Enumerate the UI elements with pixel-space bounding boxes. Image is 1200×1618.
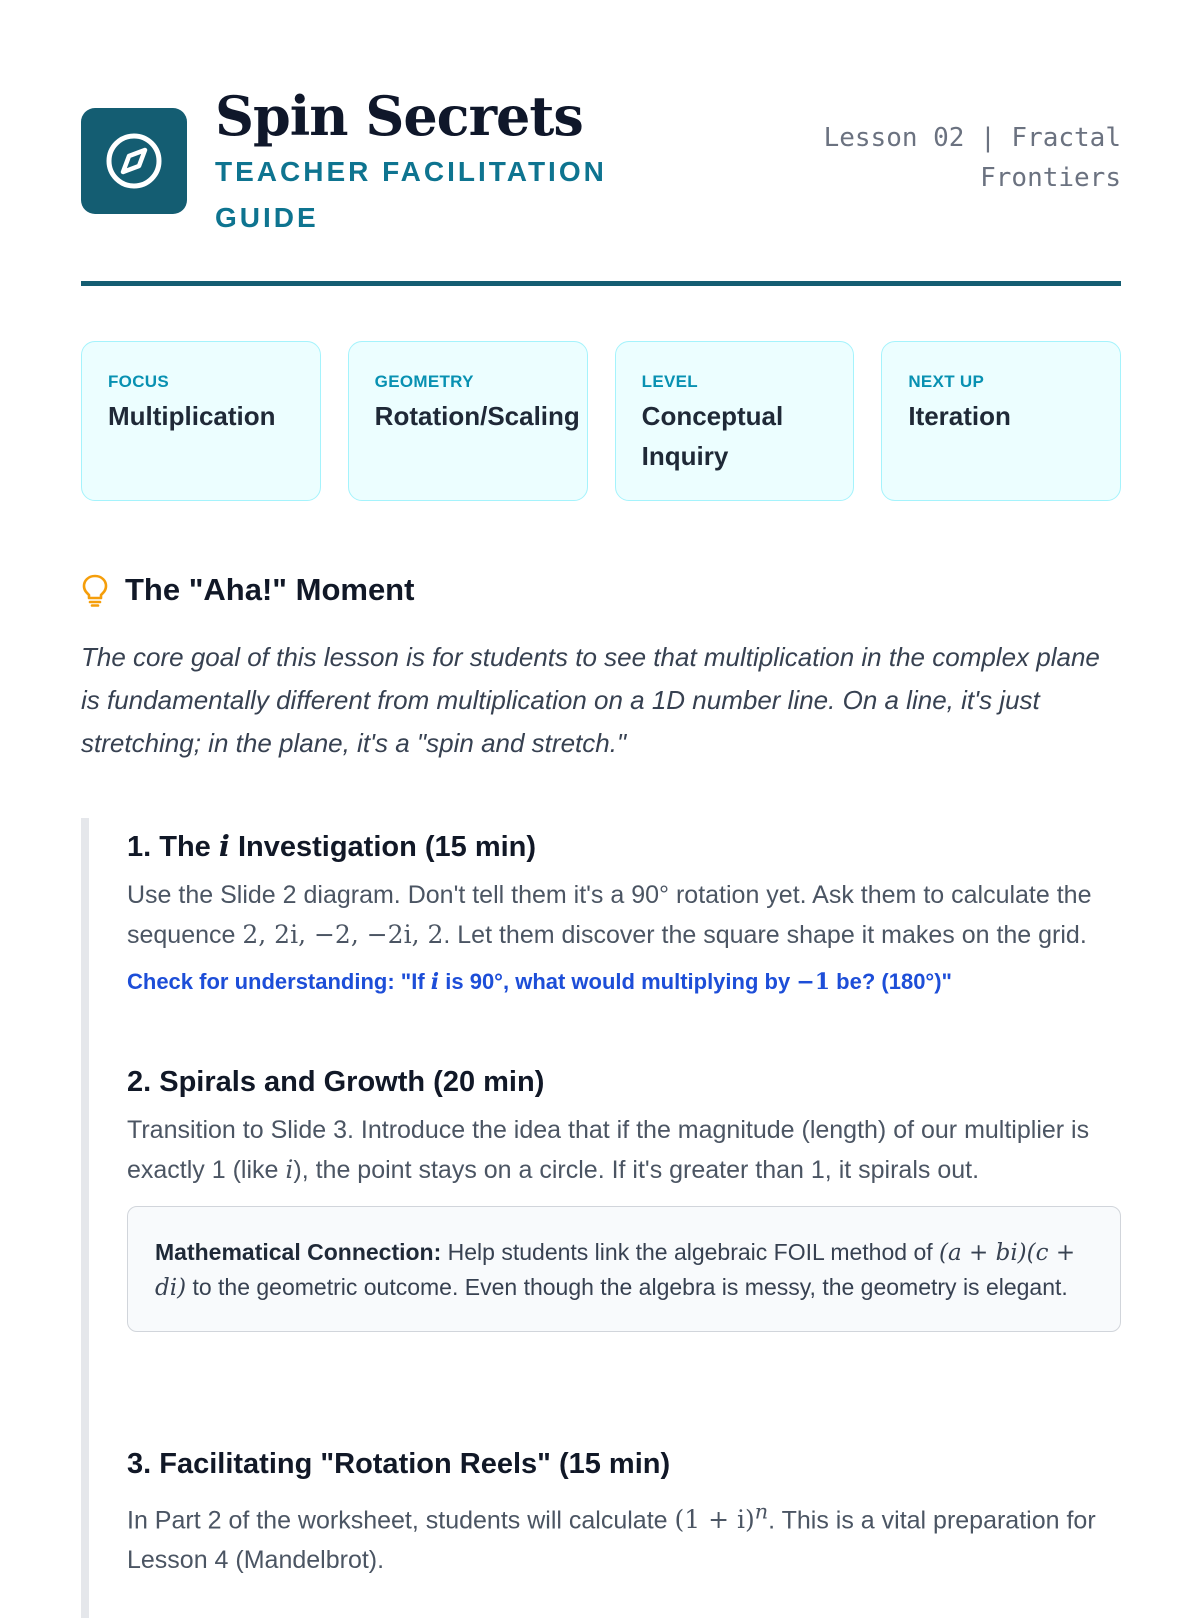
math-foil: (a + bi)(c + di)	[155, 1240, 1076, 1301]
callout-label: Mathematical Connection:	[155, 1239, 442, 1265]
step-2	[127, 1062, 1121, 1332]
card-label: LEVEL	[641, 372, 698, 391]
check-for-understanding	[127, 969, 1121, 995]
aha-title: The "Aha!" Moment	[125, 572, 415, 607]
card-label: NEXT UP	[908, 372, 985, 391]
card-level	[615, 341, 855, 501]
callout-text: Help students link the algebraic FOIL method of	[441, 1239, 940, 1265]
step-text	[127, 875, 1121, 955]
step-text-part: Transition to Slide 3. Introduce the idea that if the magnitude (length) of our multiplier is exactly 1 (like	[127, 1116, 1090, 1184]
lesson-label: Lesson 02 | Fractal Frontiers	[823, 123, 1121, 193]
math-power	[674, 1500, 769, 1535]
math-connection-callout	[127, 1206, 1121, 1332]
logo	[81, 108, 187, 214]
card-focus	[81, 341, 321, 501]
page-subtitle: TEACHER FACILITATION GUIDE	[215, 156, 607, 233]
step-text-part: . This is a vital preparation for Lesson 4 (Mandelbrot).	[127, 1506, 1096, 1575]
step-title: 3. Facilitating "Rotation Reels" (15 min)	[127, 1448, 671, 1480]
card-value: Conceptual Inquiry	[641, 401, 784, 471]
step-text	[127, 1110, 1121, 1190]
page-title: Spin Secrets	[215, 84, 583, 148]
step-text-part: ), the point stays on a circle. If it's greater than 1, it spirals out.	[293, 1156, 980, 1184]
step-title	[127, 826, 1121, 867]
step-text-part: . Let them discover the square shape it makes on the grid.	[443, 921, 1087, 949]
math-sequence: 2, 2i, −2, −2i, 2	[242, 920, 444, 949]
step-text-part: Use the Slide 2 diagram. Don't tell them it's a 90° rotation yet. Ask them to calculate the sequence	[127, 881, 1092, 949]
card-value: Rotation/Scaling	[374, 401, 580, 431]
callout-text: to the geometric outcome. Even though the algebra is messy, the geometry is elegant.	[186, 1274, 1068, 1300]
check-part: Check for understanding: "If	[127, 969, 431, 994]
step-title-suffix: Investigation (15 min)	[229, 831, 537, 863]
header-divider	[81, 281, 1121, 286]
step-title-prefix: 1. The	[127, 831, 219, 863]
math-exponent: n	[754, 1500, 769, 1524]
step-text	[127, 1492, 1121, 1580]
compass-icon	[104, 131, 164, 191]
math-i: i	[430, 969, 440, 995]
step-1	[127, 826, 1121, 995]
card-value: Iteration	[908, 401, 1011, 431]
math-neg-one: −1	[796, 969, 831, 995]
steps-list	[81, 818, 1129, 1618]
card-label: GEOMETRY	[374, 372, 474, 391]
info-cards	[81, 341, 1121, 501]
lightbulb-icon	[81, 573, 109, 607]
aha-heading	[81, 572, 414, 608]
card-geometry	[348, 341, 588, 501]
step-3	[127, 1444, 1121, 1580]
step-title: 2. Spirals and Growth (20 min)	[127, 1066, 545, 1098]
card-value: Multiplication	[108, 401, 276, 431]
card-label: FOCUS	[108, 372, 169, 391]
step-text-part: In Part 2 of the worksheet, students will calculate	[127, 1506, 675, 1535]
math-i: i	[218, 829, 230, 863]
aha-text: The core goal of this lesson is for students to see that multiplication in the complex plane is fundamentally different from multiplication on a 1D number line. On a line, it's just stretching; in the plane, it's a "spin and stretch."	[81, 642, 1100, 758]
math-base: (1 + i)	[674, 1505, 755, 1535]
math-i: i	[285, 1155, 294, 1184]
card-next-up	[881, 341, 1121, 501]
check-part: be? (180°)"	[830, 969, 952, 994]
check-part: is 90°, what would multiplying by	[439, 969, 797, 994]
header	[81, 84, 1121, 284]
